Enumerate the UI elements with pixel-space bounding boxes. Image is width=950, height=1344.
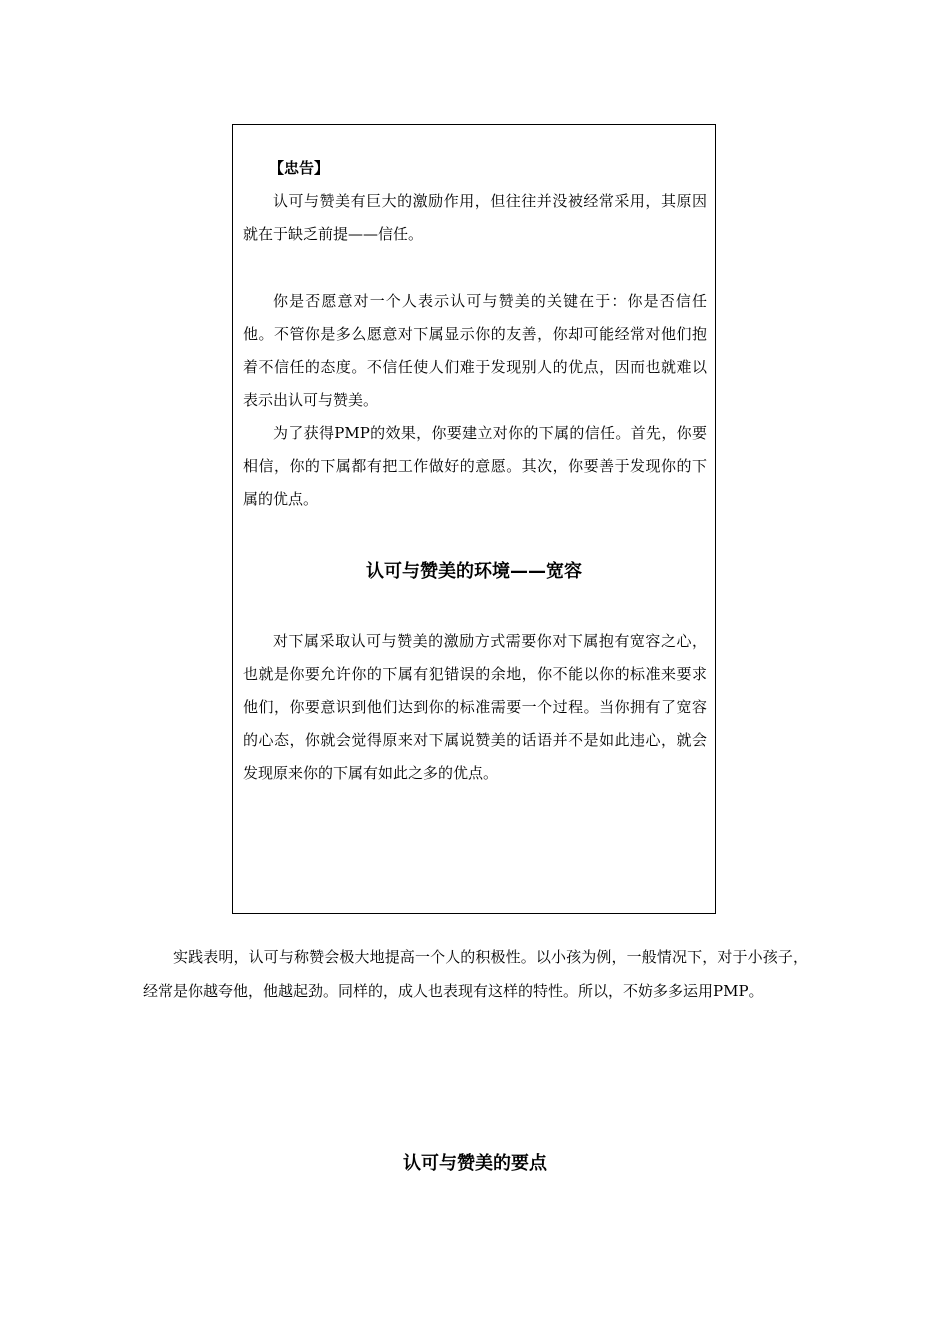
trust-body (233, 285, 715, 516)
advice-body (233, 185, 715, 251)
section-heading-tolerance: 认可与赞美的环境——宽容 (366, 561, 582, 582)
trust-paragraph-1: 你是否愿意对一个人表示认可与赞美的关键在于：你是否信任他。不管你是多么愿意对下属显示你的友善，你却可能经常对他们抱着不信任的态度。不信任使人们难于发现别人的优点，因而也就难以表示出认可与赞美。 (243, 292, 707, 409)
advice-box (232, 124, 716, 914)
tolerance-paragraph: 对下属采取认可与赞美的激励方式需要你对下属抱有宽容之心，也就是你要允许你的下属有犯错误的余地，你不能以你的标准来要求他们，你要意识到他们达到你的标准需要一个过程。当你拥有了宽容的心态，你就会觉得原来对下属说赞美的话语并不是如此违心，就会发现原来你的下属有如此之多的优点。 (243, 632, 707, 782)
advice-title: 【忠告】 (269, 159, 330, 177)
bottom-heading: 认可与赞美的要点 (403, 1153, 547, 1174)
trust-paragraph-2: 为了获得PMP的效果，你要建立对你的下属的信任。首先，你要相信，你的下属都有把工作做好的意愿。其次，你要善于发现你的下属的优点。 (243, 424, 707, 508)
main-paragraph: 实践表明，认可与称赞会极大地提高一个人的积极性。以小孩为例，一般情况下，对于小孩子，经常是你越夸他，他越起劲。同样的，成人也表现有这样的特性。所以，不妨多多运用PMP。 (143, 948, 808, 1000)
tolerance-body (233, 625, 715, 790)
advice-paragraph: 认可与赞美有巨大的激励作用，但往往并没被经常采用，其原因就在于缺乏前提——信任。 (243, 192, 707, 243)
